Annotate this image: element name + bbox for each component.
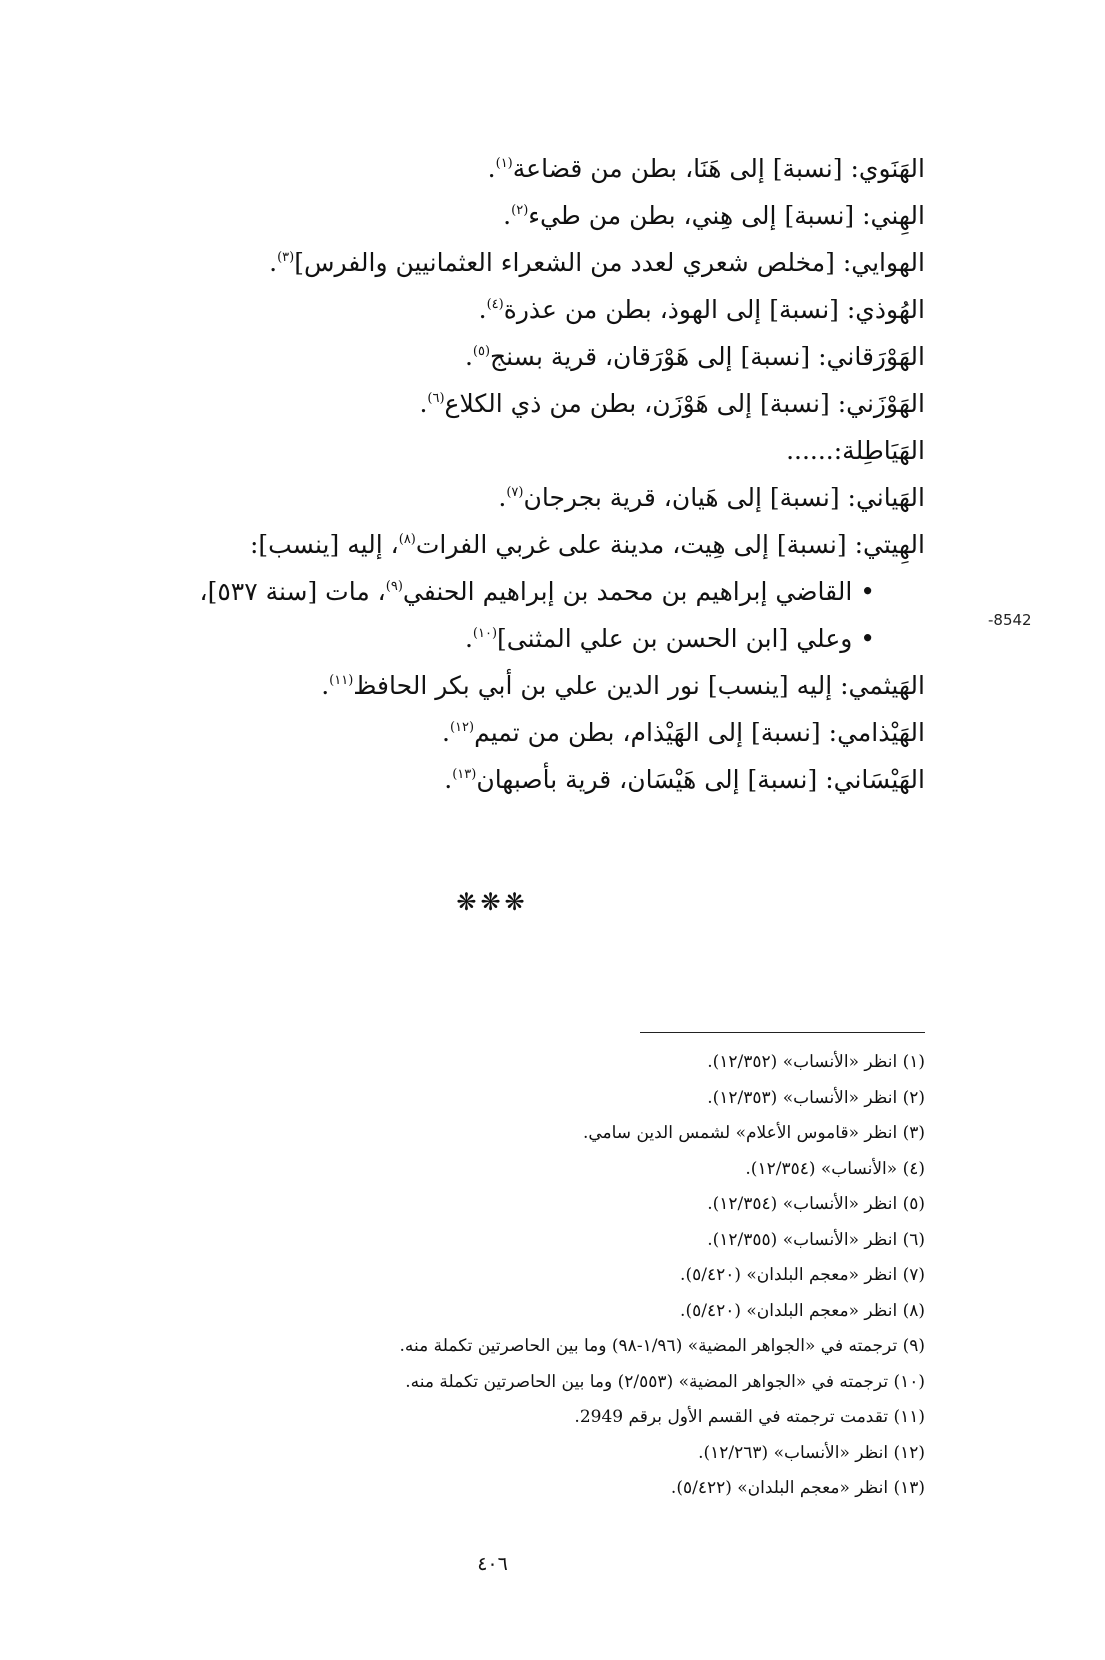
entry-headword: الهَيثمي: bbox=[840, 671, 925, 700]
footnote-ref[interactable]: (١١) bbox=[329, 673, 354, 688]
footnote-item: (٨) انظر «معجم البلدان» (٥/٤٢٠). bbox=[680, 1300, 925, 1321]
footnote-ref[interactable]: (٥) bbox=[472, 344, 491, 359]
footnote-item: (١٠) ترجمته في «الجواهر المضية» (٢/٥٥٣) وما بين الحاصرتين تكملة منه. bbox=[405, 1371, 925, 1392]
bullet-item bbox=[105, 563, 925, 610]
footnote-item: (٦) انظر «الأنساب» (١٢/٣٥٥). bbox=[707, 1229, 925, 1250]
entry-text: ...... bbox=[786, 436, 834, 465]
bullet-item bbox=[105, 610, 925, 657]
entry-text: [نسبة] إلى هِني، بطن من طيء bbox=[528, 201, 863, 230]
bullet-text: • وعلي [ابن الحسن بن علي المثنى] bbox=[497, 624, 875, 653]
entry-line bbox=[105, 187, 925, 234]
entry-headword: الهِيتي: bbox=[854, 530, 925, 559]
entry-line bbox=[105, 422, 925, 469]
entry-line bbox=[105, 469, 925, 516]
entry-text: [نسبة] إلى الهَيْذام، بطن من تميم bbox=[474, 718, 829, 747]
entry-end: . bbox=[478, 295, 487, 324]
footnote-divider bbox=[640, 1032, 925, 1033]
entry-headword: الهَياني: bbox=[847, 483, 925, 512]
entry-text: [نسبة] إلى هَيان، قرية بجرجان bbox=[523, 483, 848, 512]
entry-end: . bbox=[444, 765, 453, 794]
entry-text: [نسبة] إلى هَنَا، بطن من قضاعة bbox=[512, 154, 851, 183]
entry-text: [نسبة] إلى هَوْزَن، بطن من ذي الكلاع bbox=[444, 389, 838, 418]
entry-headword: الهَيَاطِلة: bbox=[833, 436, 925, 465]
footnote-item: (٩) ترجمته في «الجواهر المضية» (١/٩٦-٩٨) وما بين الحاصرتين تكملة منه. bbox=[399, 1336, 925, 1356]
entry-line bbox=[105, 140, 925, 187]
footnote-ref[interactable]: (٣) bbox=[277, 250, 295, 265]
entry-headword: الهِني: bbox=[862, 201, 925, 230]
footnote-item: (٤) «الأنساب» (١٢/٣٥٤). bbox=[745, 1158, 925, 1179]
entry-text: [نسبة] إلى هَوْرَقان، قرية بسنج bbox=[490, 342, 819, 371]
bullet-end: ، مات [سنة ٥٣٧]، bbox=[199, 577, 386, 606]
footnote-item: (١٣) انظر «معجم البلدان» (٥/٤٢٢). bbox=[670, 1478, 925, 1498]
entry-headword: الهَوْزَني: bbox=[837, 389, 925, 418]
entry-line bbox=[105, 704, 925, 751]
entries-block bbox=[105, 140, 925, 798]
entry-text: إليه [ينسب] نور الدين علي بن أبي بكر الحافظ bbox=[353, 671, 841, 700]
footnote-ref[interactable]: (٦) bbox=[427, 391, 445, 406]
entry-end: . bbox=[321, 671, 330, 700]
entry-line bbox=[105, 657, 925, 704]
footnote-item: (١٢) انظر «الأنساب» (١٢/٢٦٣). bbox=[698, 1442, 925, 1463]
footnote-item: (١١) تقدمت ترجمته في القسم الأول برقم 2949. bbox=[574, 1407, 925, 1427]
entry-end: . bbox=[419, 389, 428, 418]
page-number: ٤٠٦ bbox=[477, 1553, 508, 1575]
footnote-item: (٢) انظر «الأنساب» (١٢/٣٥٣). bbox=[707, 1087, 925, 1108]
entry-headword: الهوايي: bbox=[842, 248, 925, 277]
footnote-item: (٧) انظر «معجم البلدان» (٥/٤٢٠). bbox=[680, 1265, 925, 1285]
footnote-ref[interactable]: (٩) bbox=[385, 579, 403, 594]
footnote-ref[interactable]: (١٠) bbox=[472, 626, 498, 641]
footnote-ref[interactable]: (٢) bbox=[511, 203, 529, 218]
bullet-end: . bbox=[464, 624, 473, 653]
bullet-text: • القاضي إبراهيم بن محمد بن إبراهيم الحنفي bbox=[402, 577, 875, 606]
section-separator: ❋❋❋ bbox=[456, 888, 529, 916]
entry-number-label: -8542 bbox=[988, 611, 1032, 629]
entry-text: [نسبة] إلى هِيت، مدينة على غربي الفرات bbox=[415, 530, 855, 559]
entry-end: . bbox=[487, 154, 496, 183]
footnote-ref[interactable]: (١٢) bbox=[449, 720, 475, 735]
entry-line bbox=[105, 281, 925, 328]
entry-text: [مخلص شعري لعدد من الشعراء العثمانيين والفرس] bbox=[294, 248, 843, 277]
entry-headword: الهَيْذامي: bbox=[828, 718, 925, 747]
entry-end: . bbox=[269, 248, 278, 277]
footnote-ref[interactable]: (١٣) bbox=[452, 767, 477, 782]
entry-headword: الهَنَوي: bbox=[850, 154, 925, 183]
entry-end: . bbox=[442, 718, 450, 747]
entry-end: ، إليه [ينسب]: bbox=[249, 530, 399, 559]
footnote-ref[interactable]: (٨) bbox=[398, 532, 416, 547]
footnote-ref[interactable]: (١) bbox=[495, 156, 513, 171]
footnote-ref[interactable]: (٤) bbox=[486, 297, 504, 312]
entry-headword: الهَوْرَقاني: bbox=[818, 342, 925, 371]
footnote-ref[interactable]: (٧) bbox=[506, 485, 524, 500]
entry-end: . bbox=[498, 483, 507, 512]
entry-end: . bbox=[464, 342, 473, 371]
entry-line bbox=[105, 751, 925, 798]
entry-line bbox=[105, 516, 925, 563]
entry-text: [نسبة] إلى الهوذ، بطن من عذرة bbox=[503, 295, 847, 324]
entry-end: . bbox=[503, 201, 512, 230]
entry-headword: الهَيْسَاني: bbox=[825, 765, 925, 794]
entry-line bbox=[105, 234, 925, 281]
entry-text: [نسبة] إلى هَيْسَان، قرية بأصبهان bbox=[476, 765, 826, 794]
footnote-item: (٥) انظر «الأنساب» (١٢/٣٥٤). bbox=[707, 1194, 925, 1214]
entry-line bbox=[105, 375, 925, 422]
footnote-item: (٣) انظر «قاموس الأعلام» لشمس الدين سامي. bbox=[582, 1123, 925, 1143]
footnotes-block bbox=[225, 1045, 925, 1507]
entry-line bbox=[105, 328, 925, 375]
entry-headword: الهُوذي: bbox=[846, 295, 925, 324]
footnote-item: (١) انظر «الأنساب» (١٢/٣٥٢). bbox=[707, 1052, 925, 1072]
